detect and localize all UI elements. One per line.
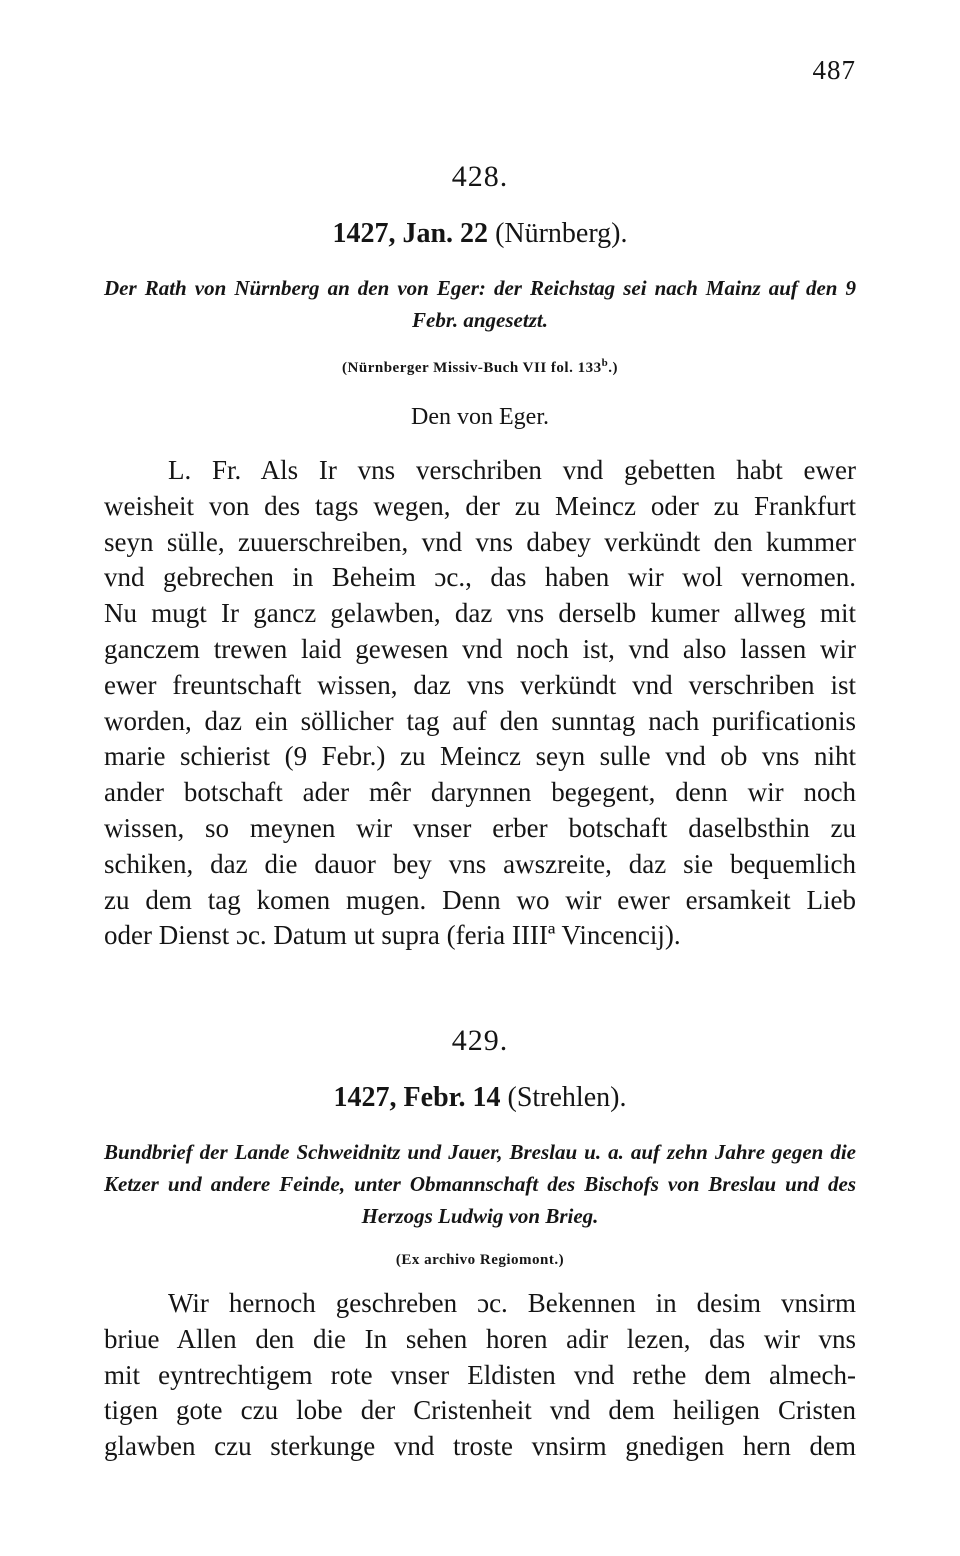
entry-summary-428: Der Rath von Nürnberg an den von Eger: der Reichstag sei nach Mainz auf den 9 Febr. angesetzt. (104, 276, 856, 332)
page-number: 487 (812, 55, 856, 85)
text-line: weisheit von des tags wegen, der zu Meincz oder zu Frankfurt (104, 490, 856, 521)
source-text: (Nürnberger Missiv-Buch VII fol. 133 (342, 360, 602, 376)
text-line: zu dem tag komen mugen. Denn wo wir ewer ersamkeit Lieb (104, 884, 856, 915)
text-line: Nu mugt Ir gancz gelawben, daz vns derselb kumer allweg mit (104, 598, 856, 629)
source-citation-428 (0, 357, 960, 377)
text-line: Wir hernoch geschreben ɔc. Bekennen in desim vnsirm (168, 1288, 856, 1318)
text-line: ganczem trewen laid gewesen vnd noch ist, vnd also lassen wir (104, 633, 856, 664)
entry-heading-428 (0, 218, 960, 250)
letter-address: Den von Eger. (411, 404, 549, 430)
entry-number-429: 429. (451, 1024, 509, 1057)
text-line: wissen, so meynen wir vnser erber botschaft daselbsthin zu (104, 812, 856, 843)
text-line: vnd gebrechen in Beheim ɔc., das haben wir wol vernomen. (104, 562, 856, 593)
text-line: L. Fr. Als Ir vns verschriben vnd gebetten habt ewer (168, 455, 856, 485)
text-line: marie schierist (9 Febr.) zu Meincz seyn sulle vnd ob vns niht (104, 741, 856, 772)
text-line: seyn sülle, zuuerschreiben, vnd vns dabey verkündt den kummer (104, 526, 856, 557)
text-line: briue Allen den die In sehen horen adir lezen, das wir vns (104, 1323, 856, 1354)
text-line: mit eyntrechtigem rote vnser Eldisten vnd rethe dem almech- (104, 1359, 856, 1390)
entry-date: 1427, Febr. 14 (333, 1082, 501, 1113)
entry-place: (Strehlen). (507, 1082, 627, 1113)
source-superscript: b (601, 357, 609, 369)
text-line: ander botschaft ader mêr darynnen begegent, denn wir noch (104, 777, 856, 808)
entry-number-428: 428. (451, 160, 509, 193)
entry-place: (Nürnberg). (495, 218, 628, 249)
letter-body-428 (104, 453, 856, 954)
source-end: .) (608, 360, 618, 376)
entry-date: 1427, Jan. 22 (332, 218, 489, 249)
text-line: ewer freuntschaft wissen, daz vns verkündt vnd verschriben ist (104, 669, 856, 700)
text-line: tigen gote czu lobe der Cristenheit vnd dem heiligen Cristen (104, 1395, 856, 1426)
source-citation-429: (Ex archivo Regiomont.) (395, 1252, 565, 1268)
entry-summary-429: Bundbrief der Lande Schweidnitz und Jauer, Breslau u. a. auf zehn Jahre gegen die Ketzer und andere Feinde, unter Obmannschaft des Bischofs von Breslau und des Herzogs Ludwig von Brieg. (104, 1140, 856, 1228)
text-line: glawben czu sterkunge vnd troste vnsirm gnedigen hern dem (104, 1431, 856, 1462)
text-line: worden, daz ein söllicher tag auf den sunntag nach purificationis (104, 705, 856, 736)
letter-body-429 (104, 1286, 856, 1465)
text-line: oder Dienst ɔc. Datum ut supra (feria IIIIª Vincencij). (104, 920, 681, 951)
entry-heading-429 (0, 1082, 960, 1114)
text-line: schiken, daz die dauor bey vns awszreite, daz sie bequemlich (104, 848, 856, 879)
